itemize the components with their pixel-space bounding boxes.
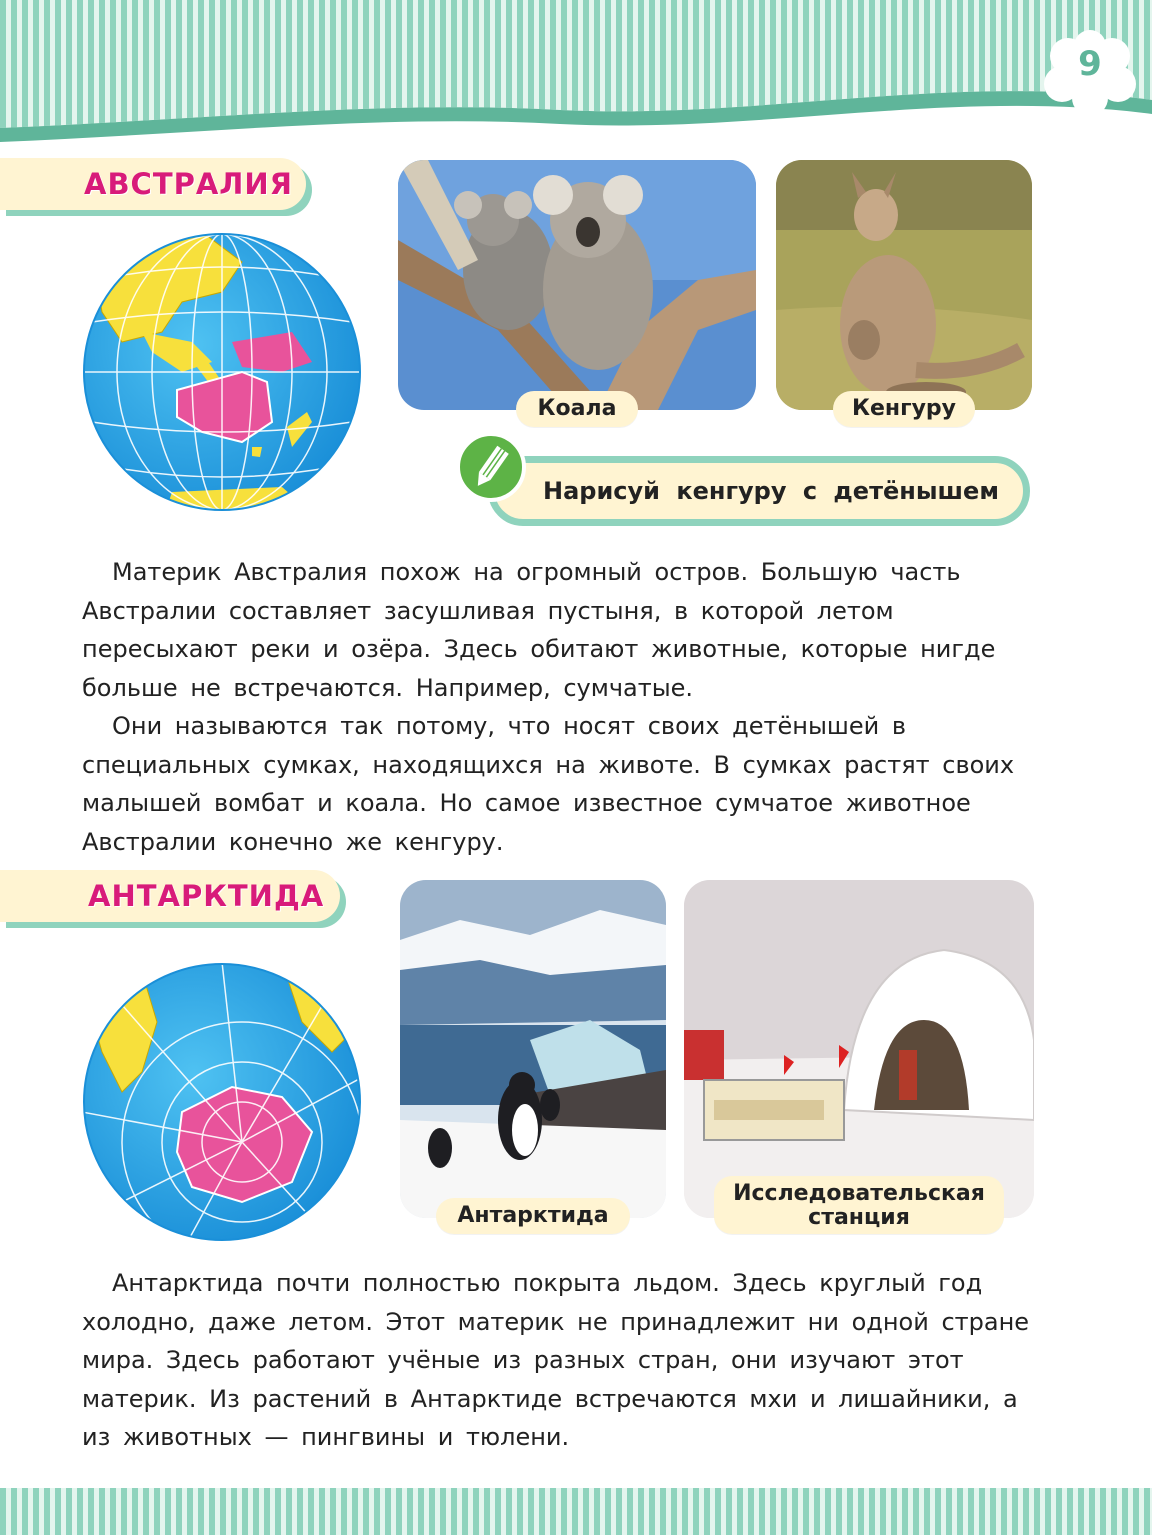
drawing-task-box: [488, 456, 1030, 526]
research-station-caption: Исследовательская станция: [714, 1176, 1004, 1234]
page-number: 9: [1078, 44, 1102, 84]
header-stripe-band: [0, 0, 1152, 150]
koala-photo: [398, 160, 756, 410]
antarctica-globe-map: [82, 962, 362, 1242]
penguins-photo: [400, 880, 666, 1218]
pencil-icon: [456, 432, 526, 502]
research-station-photo: [684, 880, 1034, 1218]
antarctica-caption: Антарктида: [436, 1198, 630, 1234]
koala-caption: Коала: [516, 391, 638, 427]
australia-paragraph-2: Они называются так потому, что носят своих детёнышей в специальных сумках, находящихся на животе. В сумках растят своих малышей вомбат и коала. Но самое известное сумчатое животное Австралии конечно же кенгуру.: [82, 712, 1015, 856]
footer-stripe-band: [0, 1488, 1152, 1535]
drawing-task-text: Нарисуй кенгуру с детёнышем: [543, 477, 999, 505]
antarctica-heading-tab: [0, 870, 340, 922]
antarctica-paragraph: Антарктида почти полностью покрыта льдом. Здесь круглый год холодно, даже летом. Этот материк не принадлежит ни одной стране мира. Здесь работают учёные из разных стран, они изучают этот материк. Из растений в Антарктиде встречаются мхи и лишайники, а из животных — пингвины и тюлени.: [82, 1269, 1030, 1451]
kangaroo-caption: Кенгуру: [833, 391, 975, 427]
kangaroo-photo: [776, 160, 1032, 410]
antarctica-heading: АНТАРКТИДА: [88, 879, 325, 913]
australia-globe-map: [82, 232, 362, 512]
antarctica-text: [82, 1264, 1030, 1457]
australia-paragraph-1: Материк Австралия похож на огромный остров. Большую часть Австралии составляет засушливая пустыня, в которой летом пересыхают реки и озёра. Здесь обитают животные, которые нигде больше не встречаются. Например, сумчатые.: [82, 558, 996, 702]
australia-heading: АВСТРАЛИЯ: [84, 167, 293, 201]
australia-text: [82, 553, 1030, 861]
australia-heading-tab: [0, 158, 306, 210]
